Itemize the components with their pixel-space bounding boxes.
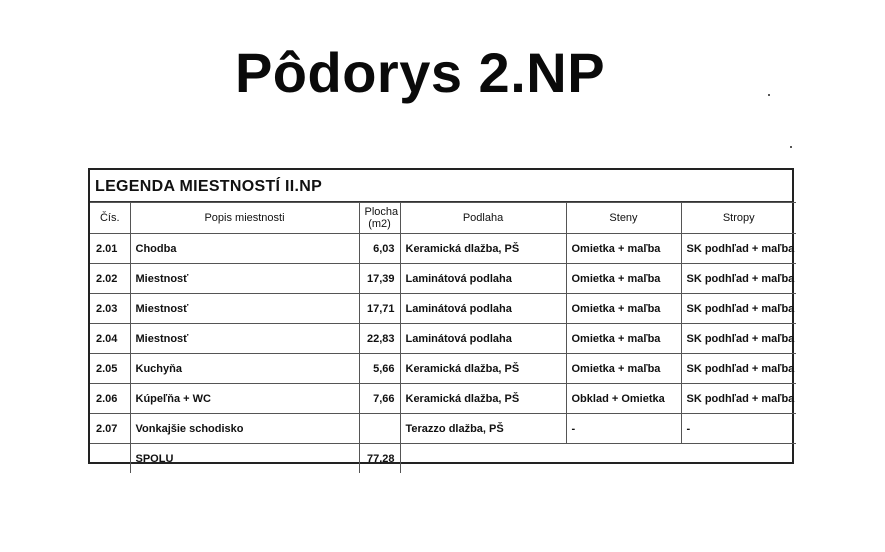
legend-grid [90,202,796,473]
room-walls: Omietka + maľba [566,324,681,354]
room-number: 2.03 [90,294,130,324]
room-floor: Terazzo dlažba, PŠ [400,414,566,444]
header-cell: Čís. [90,203,130,234]
empty-cell [90,444,130,474]
header-cell: Plocha (m2) [359,203,400,234]
room-ceiling: SK podhľad + maľba [681,354,796,384]
room-number: 2.01 [90,234,130,264]
legend-title: LEGENDA MIESTNOSTÍ II.NP [90,170,792,202]
room-floor: Keramická dlažba, PŠ [400,354,566,384]
room-walls: Omietka + maľba [566,234,681,264]
room-floor: Keramická dlažba, PŠ [400,384,566,414]
room-description: Chodba [130,234,359,264]
room-ceiling: SK podhľad + maľba [681,384,796,414]
empty-cell [400,444,796,474]
room-ceiling: SK podhľad + maľba [681,324,796,354]
room-walls: Omietka + maľba [566,264,681,294]
room-area: 7,66 [359,384,400,414]
room-floor: Laminátová podlaha [400,294,566,324]
total-row [90,444,796,474]
table-row [90,234,796,264]
room-walls: - [566,414,681,444]
page-title: Pôdorys 2.NP [234,41,606,104]
table-row [90,354,796,384]
room-number: 2.06 [90,384,130,414]
room-number: 2.04 [90,324,130,354]
table-row [90,324,796,354]
room-ceiling: SK podhľad + maľba [681,294,796,324]
total-label: SPOLU [130,444,359,474]
room-ceiling: SK podhľad + maľba [681,234,796,264]
room-description: Miestnosť [130,264,359,294]
table-row [90,384,796,414]
room-floor: Laminátová podlaha [400,264,566,294]
room-description: Kúpeľňa + WC [130,384,359,414]
table-row [90,294,796,324]
room-walls: Omietka + maľba [566,294,681,324]
room-description: Miestnosť [130,294,359,324]
total-area: 77,28 [359,444,400,474]
header-cell: Steny [566,203,681,234]
room-walls: Omietka + maľba [566,354,681,384]
room-description: Kuchyňa [130,354,359,384]
room-area: 17,71 [359,294,400,324]
room-description: Miestnosť [130,324,359,354]
room-number: 2.07 [90,414,130,444]
header-cell: Podlaha [400,203,566,234]
table-row [90,414,796,444]
header-cell: Popis miestnosti [130,203,359,234]
table-row [90,264,796,294]
header-cell: Stropy [681,203,796,234]
room-ceiling: - [681,414,796,444]
room-ceiling: SK podhľad + maľba [681,264,796,294]
room-number: 2.02 [90,264,130,294]
room-area: 5,66 [359,354,400,384]
room-area: 6,03 [359,234,400,264]
room-legend-table [88,168,794,464]
room-number: 2.05 [90,354,130,384]
room-area: 17,39 [359,264,400,294]
stray-dot [768,94,770,96]
room-area: 22,83 [359,324,400,354]
stray-dot [790,146,792,148]
room-description: Vonkajšie schodisko [130,414,359,444]
room-floor: Laminátová podlaha [400,324,566,354]
room-walls: Obklad + Omietka [566,384,681,414]
room-area [359,414,400,444]
header-row [90,203,796,234]
room-floor: Keramická dlažba, PŠ [400,234,566,264]
